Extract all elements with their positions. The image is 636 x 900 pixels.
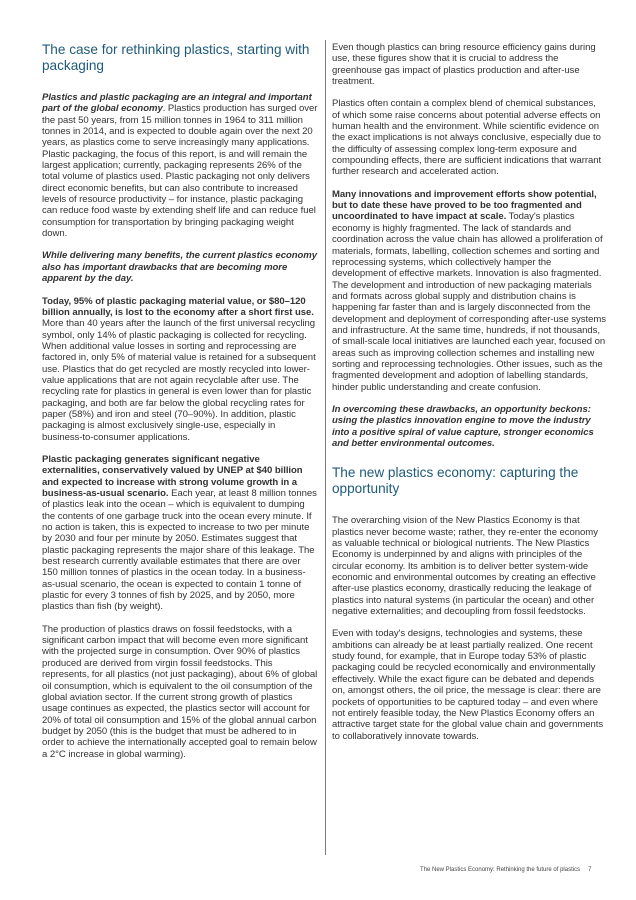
footer-title: The New Plastics Economy: Rethinking the future of plastics: [420, 867, 581, 873]
section-heading: The case for rethinking plastics, starting with packaging: [42, 42, 310, 73]
paragraph-today: Even with today's designs, technologies and systems, these ambitions can already be at least partially realized. One recent study found, for example, that in Europe today 53% of plastic packaging could be recycled economically and environmentally effectively. While the exact figure can be debated and depends on, amongst others, the oil price, the message is clear: there are pockets of opportunities to be captured today – and even where not entirely feasible today, the New Plastics Economy offers an attractive target state for the global value chain and governments to collaboratively innovate towards.: [332, 628, 604, 742]
paragraph-body: . Plastics production has surged over the past 50 years, from 15 million tonnes in 1964 to 311 million tonnes in 2014, and is expected to double again over the next 20 years, as plastics come to serve increasingly many applications. Plastic packaging, the focus of this report, is and will remain the largest application; currently, packaging represents 26% of the total volume of plastics used. Plastic packaging not only delivers direct economic benefits, but can also contribute to increased levels of resource productivity – for instance, plastic packaging can reduce food waste by extending shelf life and can reduce fuel consumption for transportation by bringing packaging weight down.: [42, 103, 318, 240]
page-footer: [420, 867, 600, 873]
paragraph-lead: Plastics and plastic packaging are an integral and important part of the global economy: [42, 92, 312, 115]
paragraph-opportunity: In overcoming these drawbacks, an opportunity beckons: using the plastics innovation engine to move the industry into a positive spiral of value capture, stronger economics and better environmental outcomes.: [332, 403, 594, 449]
section-heading-2: The new plastics economy: capturing the opportunity: [332, 465, 579, 497]
paragraph-chemicals: Plastics often contain a complex blend of chemical substances, of which some raise concerns about potential adverse effects on human health and the environment. While scientific evidence on the exact implications is not always conclusive, especially due to the difficulty of assessing complex long-term exposure and compounding effects, there are sufficient indications that warrant further research and accelerated action.: [332, 98, 602, 178]
paragraph-fragmentation: [332, 189, 606, 393]
paragraph-ghg: Even though plastics can bring resource efficiency gains during use, these figures show that it is crucial to address the greenhouse gas impact of plastics production and after-use treatment.: [332, 42, 596, 88]
paragraph-lead: Many innovations and improvement efforts show potential, but to date these have proved to be too fragmented and uncoordinated to have impact at scale.: [332, 188, 597, 223]
right-column: [332, 42, 606, 900]
paragraph-vision: The overarching vision of the New Plastics Economy is that plastics never become waste; rather, they re-enter the economy as valuable technical or biological nutrients. The New Plastics Economy is underpinned by and aligns with principles of the circular economy. Its ambition is to deliver better system-wide economic and environmental outcomes by creating an effective after-use plastics economy, drastically reducing the leakage of plastics into natural systems (in particular the ocean) and other negative externalities; and decoupling from fossil feedstocks.: [332, 515, 598, 618]
page-number: 7: [588, 867, 592, 873]
paragraph-body: More than 40 years after the launch of the first universal recycling symbol, only 14% of plastic packaging is collected for recycling. When additional value losses in sorting and reprocessing are factored in, only 5% of material value is retained for a subsequent use. Plastics that do get recycled are mostly recycled into lower-value applications that are not again recyclable after use. The recycling rate for plastics in general is even lower than for plastic packaging, and both are far below the global recycling rates for paper (58%) and iron and steel (70–90%). In addition, plastic packaging is almost exclusively single-use, especially in business-to-consumer applications.: [42, 318, 316, 443]
paragraph-lead: Today, 95% of plastic packaging material value, or $80–120 billion annually, is lost to the economy after a short first use.: [42, 295, 314, 318]
paragraph-drawbacks: While delivering many benefits, the current plastics economy also has important drawbacks that are becoming more apparent by the day.: [42, 250, 317, 285]
paragraph-value-loss: [42, 296, 318, 443]
paragraph-fossil-feedstocks: The production of plastics draws on fossil feedstocks, with a significant carbon impact that will become even more significant with the projected surge in consumption. Over 90% of plastics produced are derived from virgin fossil feedstocks. This represents, for all plastics (not just packaging), about 6% of global oil consumption, which is equivalent to the oil consumption of the global aviation sector. If the current strong growth of plastics usage continues as expected, the plastics sector will account for 20% of total oil consumption and 15% of the global annual carbon budget by 2050 (this is the budget that must be adhered to in order to achieve the internationally accepted goal to remain below a 2°C increase in global warming).: [42, 623, 318, 760]
left-column: [42, 42, 318, 900]
column-divider: [325, 40, 326, 855]
paragraph-intro: [42, 92, 318, 239]
paragraph-externalities: [42, 454, 318, 613]
paragraph-body: Each year, at least 8 million tonnes of plastics leak into the ocean – which is equivalent to dumping the contents of one garbage truck into the ocean every minute. If no action is taken, this is expected to increase to two per minute by 2030 and four per minute by 2050. Estimates suggest that plastic packaging represents the major share of this leakage. The best research currently available estimates that there are over 150 million tonnes of plastics in the ocean today. In a business-as-usual scenario, the ocean is expected to contain 1 tonne of plastic for every 3 tonnes of fish by 2025, and by 2050, more plastics than fish (by weight).: [42, 488, 317, 613]
paragraph-lead: Plastic packaging generates significant negative externalities, conservatively valued by UNEP at $40 billion and expected to increase with strong volume growth in a business-as-usual scenario.: [42, 453, 303, 499]
paragraph-body: Today's plastics economy is highly fragmented. The lack of standards and coordination across the value chain has allowed a proliferation of materials, formats, labelling, collection schemes and sorting and reprocessing systems, which collectively hamper the development of effective markets. Innovation is also fragmented. The development and introduction of new packaging materials and formats across global supply and distribution chains is happening far faster than and is largely disconnected from the development and deployment of corresponding after-use systems and infrastructure. At the same time, hundreds, if not thousands, of small-scale local initiatives are launched each year, focused on areas such as improving collection schemes and installing new sorting and reprocessing technologies. Other issues, such as the fragmented development and adoption of labelling standards, hinder public understanding and create confusion.: [332, 211, 606, 393]
